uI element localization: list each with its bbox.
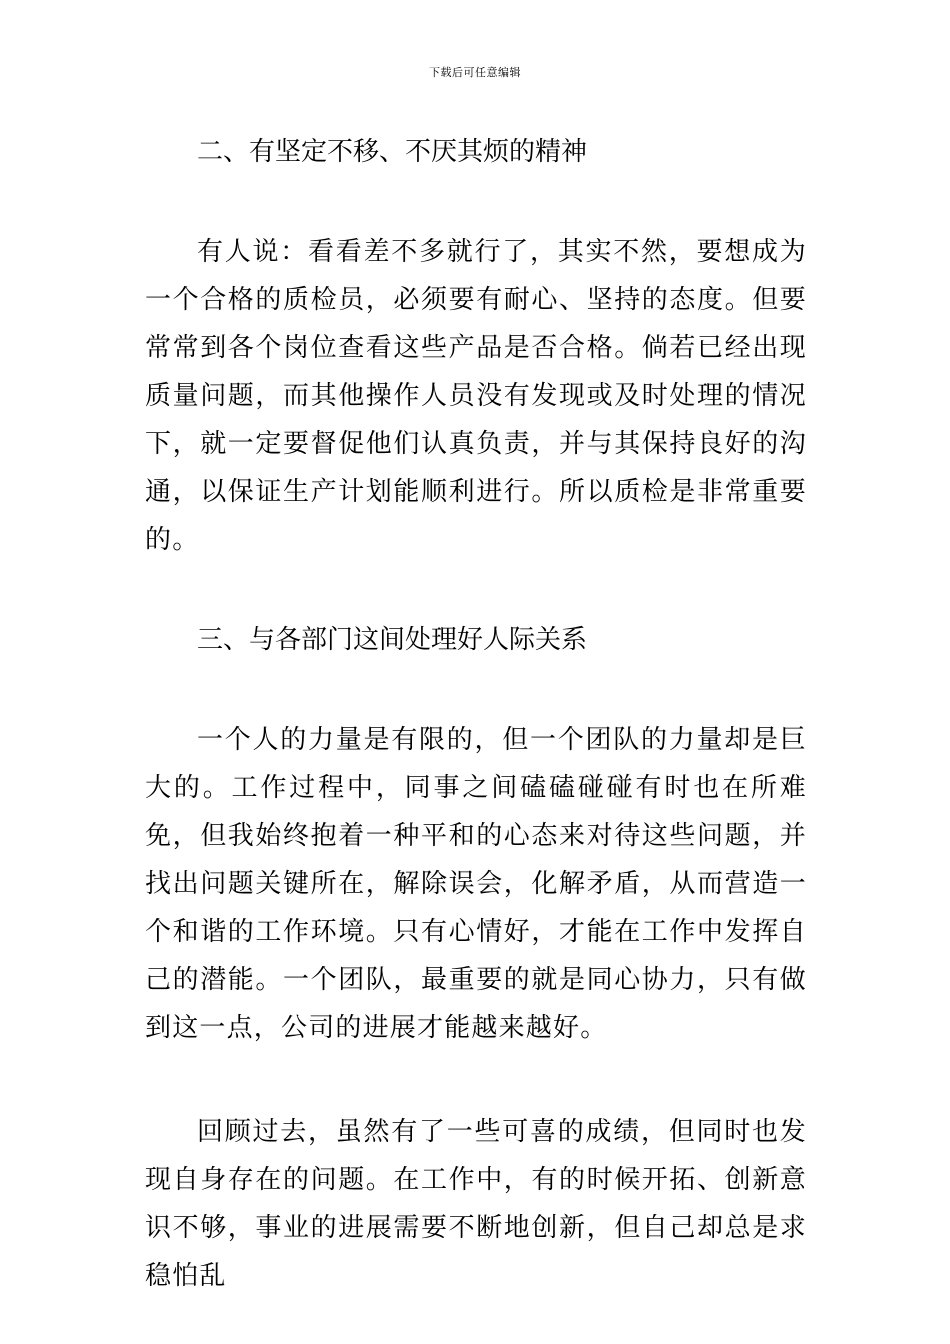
section-heading-3: 三、与各部门这间处理好人际关系 <box>197 625 588 655</box>
spacer <box>145 176 807 228</box>
header-note: 下载后可任意编辑 <box>429 66 521 79</box>
document-body <box>145 128 807 1300</box>
paragraph-4: 回顾过去，虽然有了一些可喜的成绩，但同时也发现自身存在的问题。在工作中，有的时候开拓、创新意识不够，事业的进展需要不断地创新，但自己却总是求稳怕乱 <box>145 1117 807 1291</box>
section-heading-2: 二、有坚定不移、不厌其烦的精神 <box>197 137 588 167</box>
paragraph-2: 有人说：看看差不多就行了，其实不然，要想成为一个合格的质检员，必须要有耐心、坚持的态度。但要常常到各个岗位查看这些产品是否合格。倘若已经出现质量问题，而其他操作人员没有发现或及时处理的情况下，就一定要督促他们认真负责，并与其保持良好的沟通，以保证生产计划能顺利进行。所以质检是非常重要的。 <box>145 237 807 555</box>
spacer <box>145 1052 807 1108</box>
spacer <box>145 664 807 716</box>
paragraph-3: 一个人的力量是有限的，但一个团队的力量却是巨大的。工作过程中，同事之间磕磕碰碰有时也在所难免，但我始终抱着一种平和的心态来对待这些问题，并找出问题关键所在，解除误会，化解矛盾，从而营造一个和谐的工作环境。只有心情好，才能在工作中发挥自己的潜能。一个团队，最重要的就是同心协力，只有做到这一点，公司的进展才能越来越好。 <box>145 725 807 1043</box>
spacer <box>145 564 807 616</box>
